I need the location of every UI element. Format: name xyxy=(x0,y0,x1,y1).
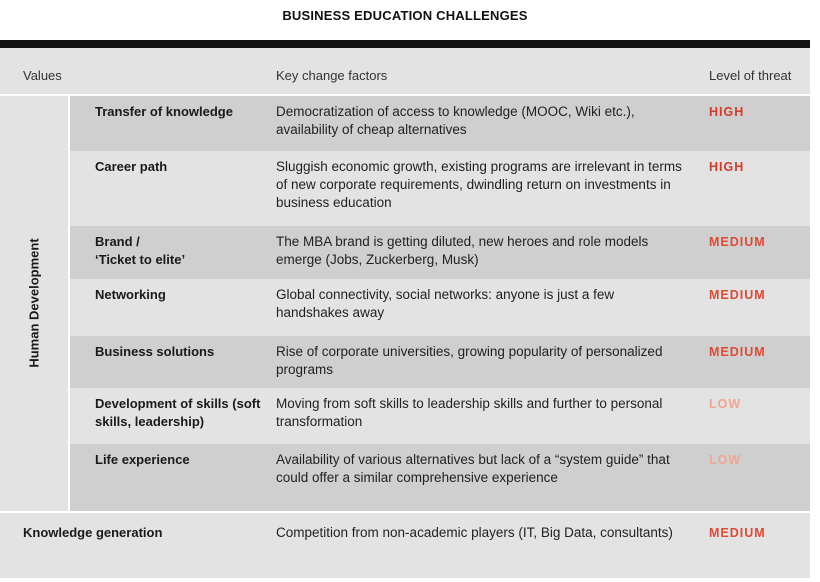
table-row xyxy=(70,388,810,444)
table-row xyxy=(70,151,810,226)
header-level-of-threat: Level of threat xyxy=(709,68,792,83)
threat-badge: MEDIUM xyxy=(709,288,766,302)
row-factor: Sluggish economic growth, existing programs are irrelevant in terms of new corporate requirements, dwindling return on investments in business education xyxy=(276,159,682,210)
row-value: Brand / ‘Ticket to elite’ xyxy=(95,234,186,267)
title-rule xyxy=(0,40,810,48)
row-value: Networking xyxy=(95,287,166,302)
header-values: Values xyxy=(23,68,62,83)
row-value: Career path xyxy=(95,159,168,174)
header-key-change-factors: Key change factors xyxy=(276,68,388,83)
row-value: Life experience xyxy=(95,452,190,467)
threat-badge: MEDIUM xyxy=(709,235,766,249)
table-row xyxy=(70,279,810,336)
row-factor: Availability of various alternatives but lack of a “system guide” that could offer a similar comprehensive experience xyxy=(276,452,670,485)
row-value: Knowledge generation xyxy=(23,525,163,540)
group-divider xyxy=(68,94,70,511)
row-factor: Global connectivity, social networks: anyone is just a few handshakes away xyxy=(276,287,615,320)
row-value: Business solutions xyxy=(95,344,215,359)
row-factor: Democratization of access to knowledge (MOOC, Wiki etc.), availability of cheap alternatives xyxy=(276,104,635,137)
group-label-cell xyxy=(0,96,68,511)
page-title: BUSINESS EDUCATION CHALLENGES xyxy=(282,8,528,23)
row-value: Development of skills (soft skills, leadership) xyxy=(95,396,261,429)
threat-badge: HIGH xyxy=(709,105,745,119)
row-factor: The MBA brand is getting diluted, new heroes and role models emerge (Jobs, Zuckerberg, Musk) xyxy=(276,234,649,267)
threat-badge: MEDIUM xyxy=(709,345,766,359)
row-factor: Moving from soft skills to leadership skills and further to personal transformation xyxy=(276,396,663,429)
table-row xyxy=(70,444,810,511)
row-factor: Competition from non-academic players (IT, Big Data, consultants) xyxy=(276,525,673,540)
challenges-table xyxy=(0,48,810,578)
row-factor: Rise of corporate universities, growing popularity of personalized programs xyxy=(276,344,663,377)
threat-badge: LOW xyxy=(709,453,742,467)
threat-badge: LOW xyxy=(709,397,742,411)
group-label-human-development: Human Development xyxy=(26,238,42,368)
row-value: Transfer of knowledge xyxy=(95,104,233,119)
table-row xyxy=(70,336,810,388)
table-row-knowledge-generation xyxy=(0,513,810,578)
threat-badge: HIGH xyxy=(709,160,745,174)
threat-badge: MEDIUM xyxy=(709,526,766,540)
table-row xyxy=(70,226,810,279)
table-row xyxy=(70,96,810,151)
